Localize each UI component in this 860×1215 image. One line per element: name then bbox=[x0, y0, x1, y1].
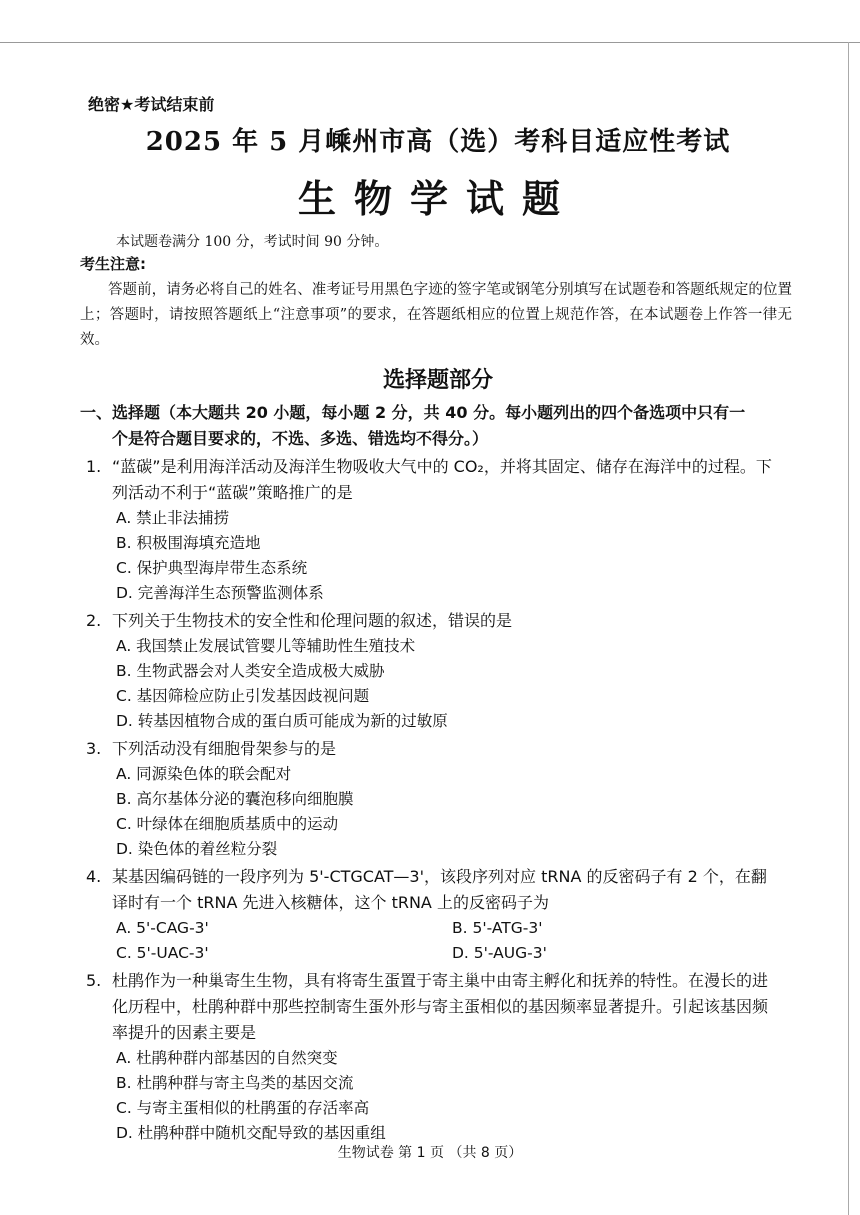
option-row bbox=[116, 941, 788, 966]
question-text: “蓝碳”是利用海洋活动及海洋生物吸收大气中的 CO₂，并将其固定、储存在海洋中的过程。下列活动不利于“蓝碳”策略推广的是 bbox=[112, 457, 772, 502]
section-title: 选择题部分 bbox=[382, 368, 493, 393]
option-d: D. 杜鹃种群中随机交配导致的基因重组 bbox=[116, 1124, 386, 1142]
notice-body: 答题前，请务必将自己的姓名、准考证号用黑色字迹的签字笔或钢笔分别填写在试题卷和答题纸规定的位置上；答题时，请按照答题纸上“注意事项”的要求，在答题纸相应的位置上规范作答，在本试题卷上作答一律无效。 bbox=[80, 282, 792, 348]
subject-title: 生物学试题 bbox=[297, 177, 578, 221]
part-heading bbox=[80, 400, 780, 452]
question-number: 5. bbox=[86, 971, 102, 990]
notice-heading: 考生注意: bbox=[80, 255, 146, 273]
question-number: 3. bbox=[86, 739, 102, 758]
option-c: C. 与寄主蛋相似的杜鹃蛋的存活率高 bbox=[116, 1099, 370, 1117]
question-text: 杜鹃作为一种巢寄生生物，具有将寄生蛋置于寄主巢中由寄主孵化和抚养的特性。在漫长的进化历程中，杜鹃种群中那些控制寄生蛋外形与寄主蛋相似的基因频率显著提升。引起该基因频率提升的因素主要是 bbox=[112, 971, 769, 1042]
question-stem bbox=[86, 968, 776, 1046]
part-heading-line2: 个是符合题目要求的，不选、多选、错选均不得分。） bbox=[112, 429, 489, 448]
secret-label: 绝密★考试结束前 bbox=[88, 95, 215, 114]
question-5 bbox=[86, 968, 788, 1146]
exam-page bbox=[80, 88, 792, 1146]
intro-text: 本试题卷满分 100 分，考试时间 90 分钟。 bbox=[116, 234, 389, 250]
part-heading-line1: 一、选择题（本大题共 20 小题，每小题 2 分，共 40 分。每小题列出的四个备选项中只有一 bbox=[80, 403, 746, 422]
option-c: C. 基因筛检应防止引发基因歧视问题 bbox=[116, 687, 370, 705]
option-d: D. 完善海洋生态预警监测体系 bbox=[116, 584, 324, 602]
question-number: 1. bbox=[86, 457, 102, 476]
option-b: B. 杜鹃种群与寄主鸟类的基因交流 bbox=[116, 1074, 354, 1092]
question-stem bbox=[86, 864, 776, 916]
question-2 bbox=[86, 608, 788, 734]
exam-title: 2025 年 5 月嵊州市高（选）考科目适应性考试 bbox=[145, 127, 731, 157]
option-b: B. 生物武器会对人类安全造成极大威胁 bbox=[116, 662, 385, 680]
option-a: A. 我国禁止发展试管婴儿等辅助性生殖技术 bbox=[116, 637, 416, 655]
option-a: A. 同源染色体的联会配对 bbox=[116, 765, 292, 783]
question-number: 2. bbox=[86, 611, 102, 630]
option-row bbox=[116, 916, 788, 941]
question-text: 某基因编码链的一段序列为 5'-CTGCAT—3'，该段序列对应 tRNA 的反密码子有 2 个，在翻译时有一个 tRNA 先进入核糖体，这个 tRNA 上的反密码子为 bbox=[112, 867, 767, 912]
option-c: C. 保护典型海岸带生态系统 bbox=[116, 559, 308, 577]
option-a: A. 5'-CAG-3' bbox=[116, 919, 209, 937]
option-b: B. 5'-ATG-3' bbox=[452, 919, 543, 937]
option-c: C. 叶绿体在细胞质基质中的运动 bbox=[116, 815, 339, 833]
question-3 bbox=[86, 736, 788, 862]
option-b: B. 高尔基体分泌的囊泡移向细胞膜 bbox=[116, 790, 354, 808]
option-b: B. 积极围海填充造地 bbox=[116, 534, 261, 552]
question-stem bbox=[86, 608, 776, 634]
question-1 bbox=[86, 454, 788, 606]
option-d: D. 转基因植物合成的蛋白质可能成为新的过敏原 bbox=[116, 712, 448, 730]
option-d: D. 5'-AUG-3' bbox=[452, 944, 547, 962]
question-stem bbox=[86, 736, 776, 762]
option-d: D. 染色体的着丝粒分裂 bbox=[116, 840, 278, 858]
page-border-top bbox=[0, 42, 860, 43]
question-text: 下列关于生物技术的安全性和伦理问题的叙述，错误的是 bbox=[112, 611, 513, 630]
question-number: 4. bbox=[86, 867, 102, 886]
option-a: A. 杜鹃种群内部基因的自然突变 bbox=[116, 1049, 338, 1067]
option-a: A. 禁止非法捕捞 bbox=[116, 509, 230, 527]
question-stem bbox=[86, 454, 776, 506]
page-border-right bbox=[848, 42, 849, 1215]
question-text: 下列活动没有细胞骨架参与的是 bbox=[112, 739, 337, 758]
question-4 bbox=[86, 864, 788, 966]
page-footer: 生物试卷 第 1 页 （共 8 页） bbox=[337, 1145, 523, 1161]
option-c: C. 5'-UAC-3' bbox=[116, 944, 209, 962]
